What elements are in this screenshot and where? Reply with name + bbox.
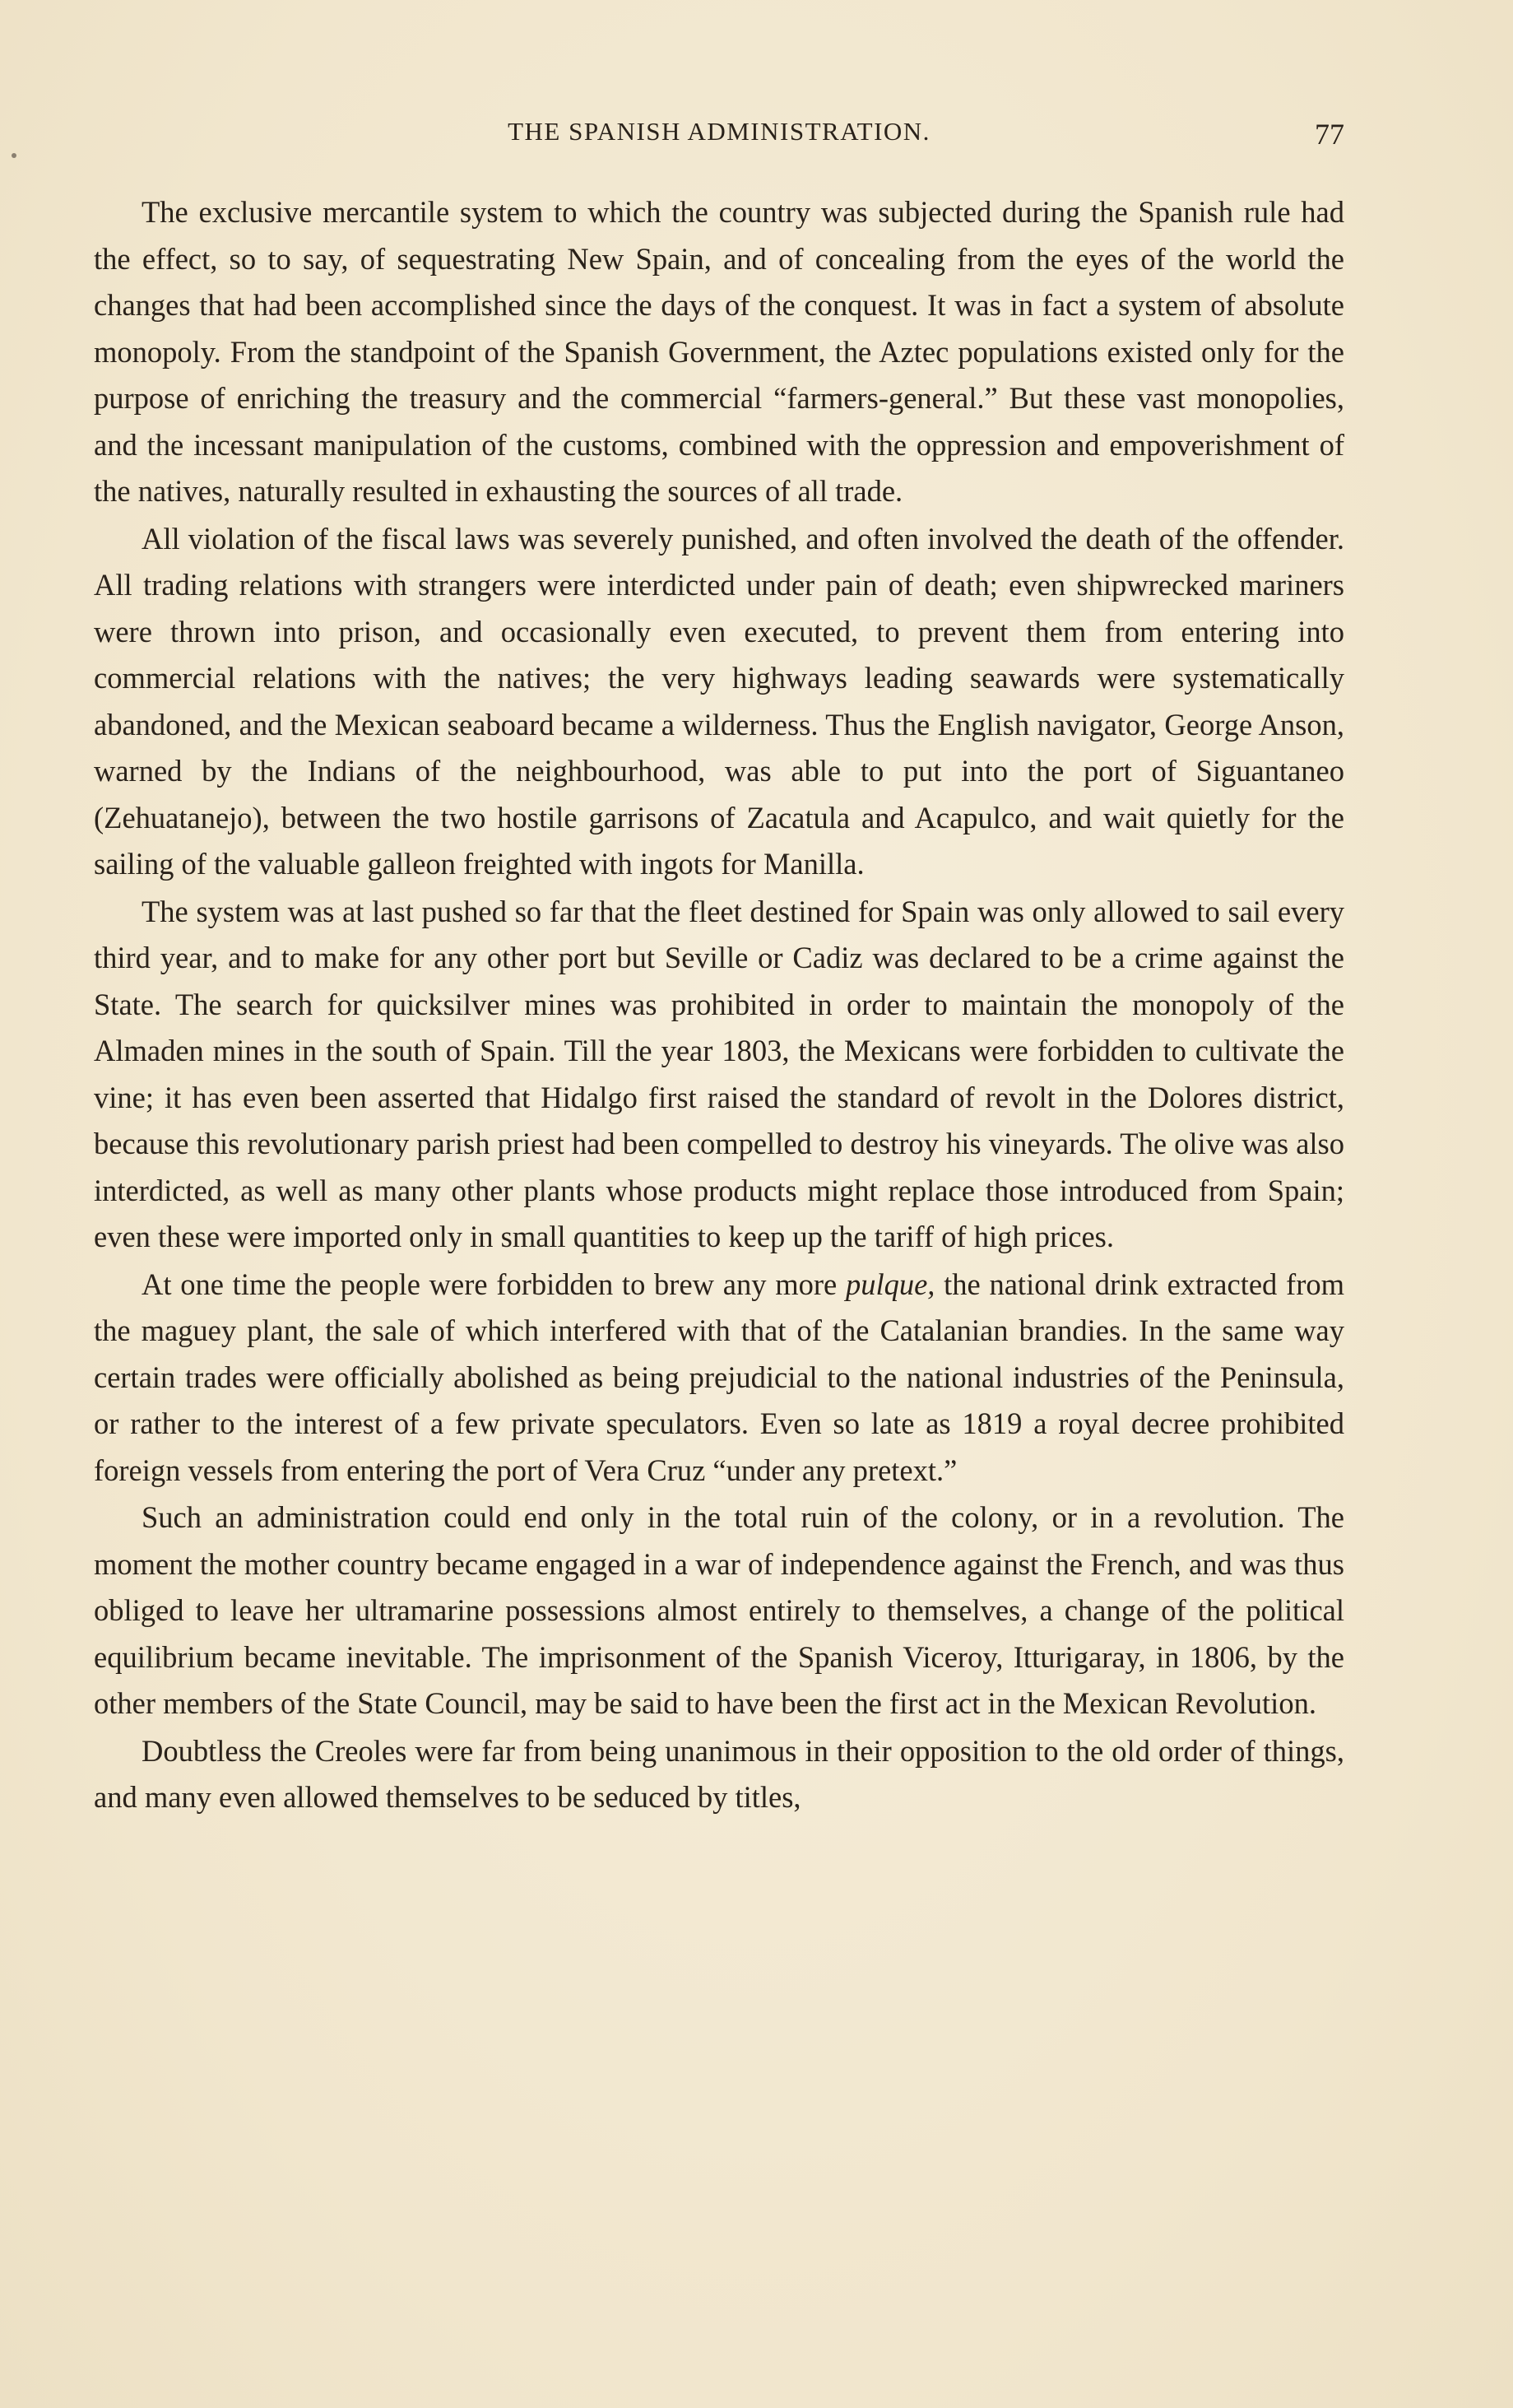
paragraph-fiscal-laws: All violation of the fiscal laws was severely punished, and often involved the death of the offender. All trading relations with strangers were interdicted under pain of death; even shipwrecked mariners were thrown into prison, and occasionally even executed, to prevent them from entering into commercial relations with the natives; the very highways leading seawards were systematically abandoned, and the Mexican seaboard became a wilderness. Thus the English navigator, George Anson, warned by the Indians of the neighbourhood, was able to put into the port of Siguantaneo (Zehuatanejo), between the two hostile garrisons of Zacatula and Acapulco, and wait quietly for the sailing of the valuable galleon freighted with ingots for Manilla.: [94, 521, 1344, 881]
paragraph-pulque-start: At one time the people were forbidden to brew any more: [142, 1267, 846, 1301]
pulque-italic: pulque,: [845, 1267, 935, 1301]
body-text: [94, 189, 1344, 1822]
paragraph-pulque: [94, 1262, 1344, 1495]
running-head: [94, 117, 1344, 156]
paragraph-revolution: Such an administration could end only in the total ruin of the colony, or in a revolution. The moment the mother country became engaged in a war of independence against the French, and was thus obliged to leave her ultramarine possessions almost entirely to themselves, a change of the political equilibrium became inevitable. The imprisonment of the Spanish Viceroy, Itturigaray, in 1806, by the other members of the State Council, may be said to have been the first act in the Mexican Revolution.: [94, 1500, 1344, 1720]
page-speck: [12, 153, 16, 158]
page-number: 77: [1315, 118, 1344, 151]
paragraph-pulque-end: the national drink extracted from the maguey plant, the sale of which interfered with that of the Catalanian brandies. In the same way certain trades were officially abolished as being prejudicial to the national industries of the Peninsula, or rather to the interest of a few private speculators. Even so late as 1819 a royal decree prohibited foreign vessels from entering the port of Vera Cruz “under any pretext.”: [94, 1267, 1344, 1487]
paragraph-fleet-restrictions: The system was at last pushed so far that the fleet destined for Spain was only allowed to sail every third year, and to make for any other port but Seville or Cadiz was declared to be a crime against the State. The search for quicksilver mines was prohibited in order to maintain the monopoly of the Almaden mines in the south of Spain. Till the year 1803, the Mexicans were forbidden to cultivate the vine; it has even been asserted that Hidalgo first raised the standard of revolt in the Dolores district, because this revolutionary parish priest had been compelled to destroy his vineyards. The olive was also interdicted, as well as many other plants whose products might replace those introduced from Spain; even these were imported only in small quantities to keep up the tariff of high prices.: [94, 894, 1344, 1253]
paragraph-mercantile-system: The exclusive mercantile system to which the country was subjected during the Spanish rule had the effect, so to say, of sequestrating New Spain, and of concealing from the eyes of the world the changes that had been accomplished since the days of the conquest. It was in fact a system of absolute monopoly. From the standpoint of the Spanish Government, the Aztec populations existed only for the purpose of enriching the treasury and the commercial “farmers-general.” But these vast monopolies, and the incessant manipulation of the customs, combined with the oppression and empoverishment of the natives, naturally resulted in exhausting the sources of all trade.: [94, 195, 1344, 508]
running-title: THE SPANISH ADMINISTRATION.: [508, 117, 931, 146]
paragraph-creoles: Doubtless the Creoles were far from being unanimous in their opposition to the old order of things, and many even allowed themselves to be seduced by titles,: [94, 1733, 1344, 1814]
